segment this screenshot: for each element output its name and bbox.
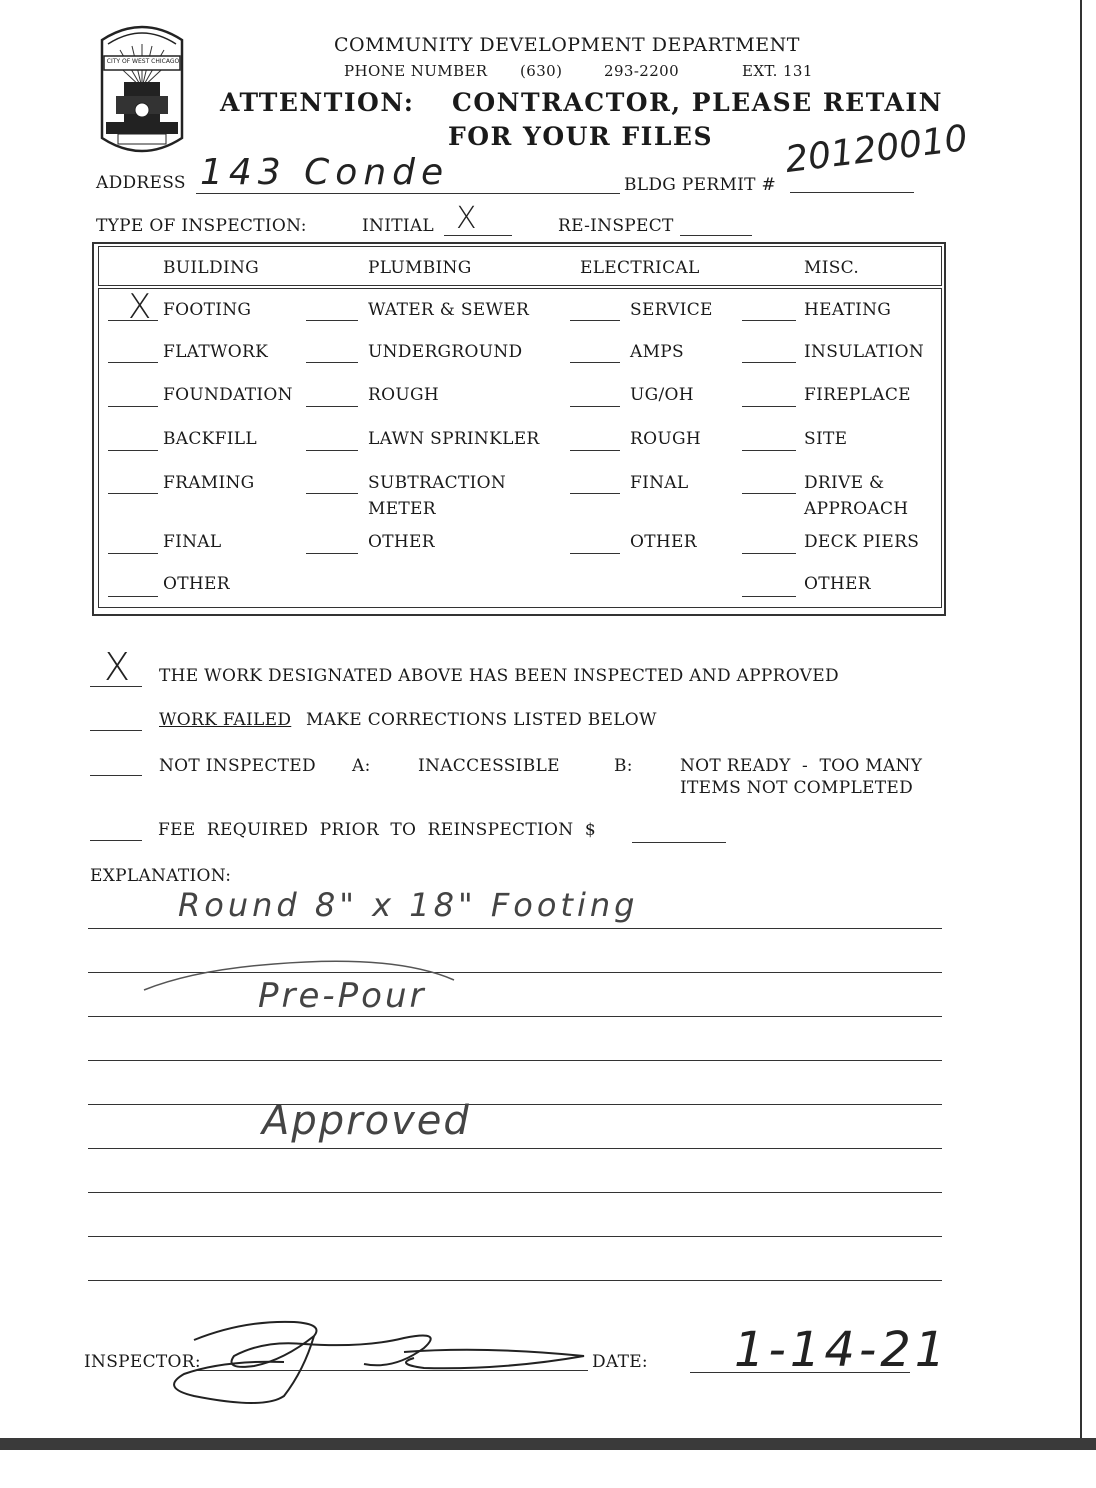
misc-insulation: INSULATION [804,342,925,362]
building-framing: FRAMING [163,473,255,493]
initial-check-mark: X [456,201,477,236]
plumbing-other: OTHER [368,532,435,552]
explanation-label: EXPLANATION: [90,866,232,886]
date-label: DATE: [592,1352,648,1372]
permit-label: BLDG PERMIT # [624,175,777,195]
explanation-line-1: Round 8" x 18" Footing [178,886,639,924]
building-foundation: FOUNDATION [163,385,293,405]
area-code: (630) [520,62,563,80]
phone-label: PHONE NUMBER [344,62,488,80]
not-ready-line-2: ITEMS NOT COMPLETED [680,778,914,798]
electrical-service: SERVICE [630,300,713,320]
explanation-line-2: Pre-Pour [258,976,427,1016]
not-ready-line-1: NOT READY - TOO MANY [680,756,923,776]
building-final: FINAL [163,532,222,552]
pre-pour-flourish [134,950,474,1010]
footing-check-mark: X [128,287,152,327]
misc-other: OTHER [804,574,871,594]
inaccessible-label: INACCESSIBLE [418,756,560,776]
address-label: ADDRESS [96,173,186,193]
electrical-amps: AMPS [630,342,684,362]
not-inspected-label: NOT INSPECTED [159,756,316,776]
inspection-type-label: TYPE OF INSPECTION: [96,216,307,236]
plumbing-underground: UNDERGROUND [368,342,523,362]
electrical-other: OTHER [630,532,697,552]
option-b-label: B: [614,756,633,776]
explanation-line-3: Approved [262,1098,471,1144]
reinspect-label: RE-INSPECT [558,216,674,236]
building-backfill: BACKFILL [163,429,257,449]
approved-statement: THE WORK DESIGNATED ABOVE HAS BEEN INSPECTED AND APPROVED [159,666,839,686]
col-plumbing: PLUMBING [368,258,472,278]
logo-text: CITY OF WEST CHICAGO [106,58,180,65]
address-value: 143 Conde [200,152,450,193]
plumbing-rough: ROUGH [368,385,439,405]
building-footing: FOOTING [163,300,252,320]
date-value: 1-14-21 [734,1322,950,1378]
page-bottom-border [0,1438,1096,1450]
misc-fireplace: FIREPLACE [804,385,911,405]
approved-check-mark: X [104,645,131,689]
permit-value: 20120010 [783,117,970,181]
inspector-signature [164,1300,594,1410]
electrical-final: FINAL [630,473,689,493]
electrical-rough: ROUGH [630,429,701,449]
initial-label: INITIAL [362,216,435,236]
col-building: BUILDING [163,258,260,278]
attention-message-1: CONTRACTOR, PLEASE RETAIN [452,88,943,117]
attention-label: ATTENTION: [220,88,415,117]
work-failed-rest: MAKE CORRECTIONS LISTED BELOW [306,710,657,730]
option-a-label: A: [352,756,371,776]
inspector-label: INSPECTOR: [84,1352,201,1372]
electrical-ug-oh: UG/OH [630,385,694,405]
attention-message-2: FOR YOUR FILES [448,122,714,151]
plumbing-lawn-sprinkler: LAWN SPRINKLER [368,429,540,449]
extension: EXT. 131 [742,62,813,80]
plumbing-meter: METER [368,499,436,519]
misc-deck-piers: DECK PIERS [804,532,920,552]
misc-drive: DRIVE & [804,473,885,493]
work-failed-label: WORK FAILED [159,710,292,730]
col-electrical: ELECTRICAL [580,258,700,278]
misc-heating: HEATING [804,300,892,320]
city-logo [96,18,188,160]
plumbing-subtraction: SUBTRACTION [368,473,507,493]
misc-site: SITE [804,429,848,449]
building-other: OTHER [163,574,230,594]
fee-required-label: FEE REQUIRED PRIOR TO REINSPECTION $ [158,820,596,840]
department-title: COMMUNITY DEVELOPMENT DEPARTMENT [334,34,800,56]
col-misc: MISC. [804,258,860,278]
building-flatwork: FLATWORK [163,342,269,362]
plumbing-water-sewer: WATER & SEWER [368,300,530,320]
phone-number: 293-2200 [604,62,680,80]
misc-approach: APPROACH [804,499,909,519]
